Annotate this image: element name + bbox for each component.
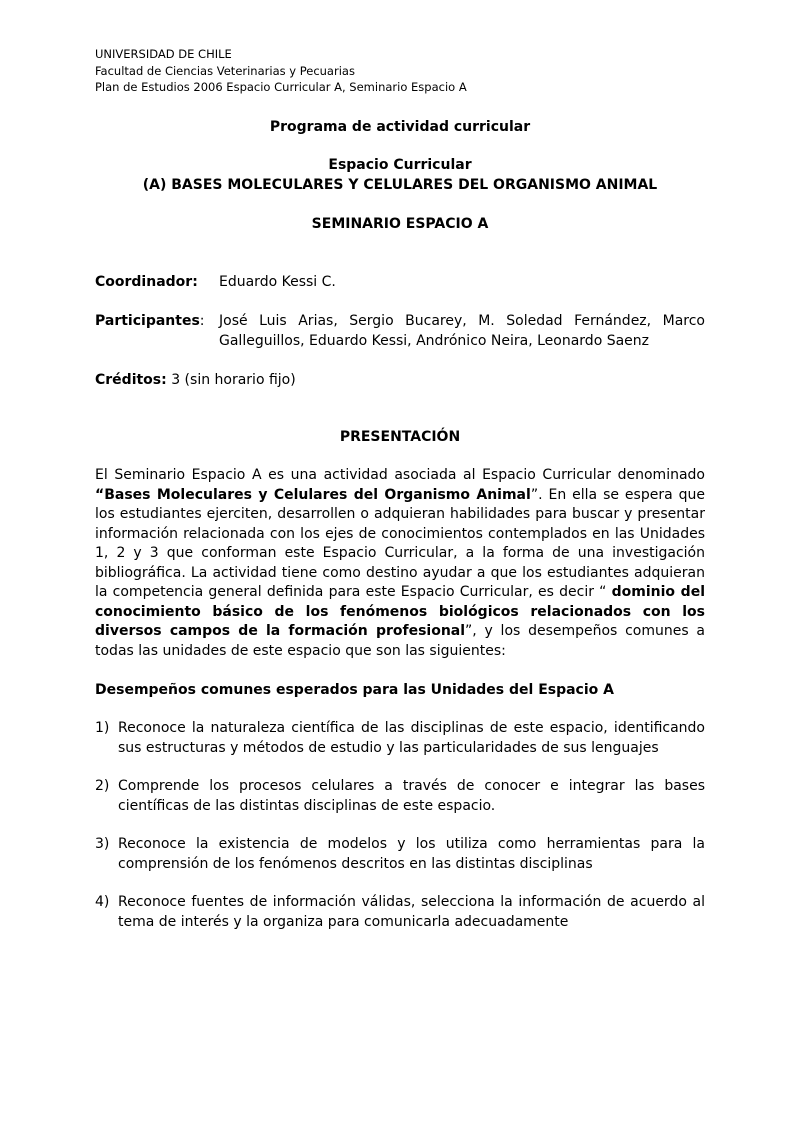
bold-text: “Bases Moleculares y Celulares del Organismo Animal (95, 486, 531, 503)
participantes-line2: Galleguillos, Eduardo Kessi, Andrónico Neira, Leonardo Saenz (219, 333, 650, 349)
item-line: comprensión de los fenómenos descritos en las distintas disciplinas (118, 856, 593, 872)
text: bibliográfica. La actividad tiene como destino ayudar a que los estudiantes adquieran (95, 564, 705, 581)
item-line: científicas de las distintas disciplinas de este espacio. (118, 798, 496, 814)
creditos-value: 3 (sin horario fijo) (171, 372, 296, 388)
item-line: tema de interés y la organiza para comunicarla adecuadamente (118, 914, 569, 930)
desempenos-heading: Desempeños comunes esperados para las Unidades del Espacio A (95, 682, 614, 698)
paragraph-line (95, 622, 705, 640)
subtitle-seminario: SEMINARIO ESPACIO A (311, 216, 489, 232)
document-title: Programa de actividad curricular (269, 119, 531, 135)
text: 1, 2 y 3 que conforman este Espacio Curricular, a la forma de una investigación (95, 545, 705, 561)
paragraph-line (95, 544, 705, 562)
faculty-name: Facultad de Ciencias Veterinarias y Pecuarias (95, 64, 355, 78)
participantes-colon: : (199, 313, 205, 329)
paragraph-line (95, 642, 705, 660)
item-number: 3) (95, 836, 110, 852)
paragraph-line (95, 505, 705, 523)
item-line: Reconoce la naturaleza científica de las disciplinas de este espacio, identificando (118, 720, 705, 736)
paragraph-line (95, 564, 705, 582)
bold-text: dominio del (611, 584, 705, 600)
coordinador-value: Eduardo Kessi C. (219, 274, 336, 290)
coordinador-label: Coordinador: (95, 274, 198, 290)
presentacion-heading: PRESENTACIÓN (339, 429, 461, 445)
text: ”. En ella se espera que (530, 486, 706, 503)
text: El Seminario Espacio A es una actividad asociada al Espacio Curricular denominado (95, 467, 705, 483)
participantes-label-wrap (95, 312, 205, 330)
paragraph-line (95, 603, 705, 621)
bold-text: diversos campos de la formación profesional (95, 623, 466, 639)
university-name: UNIVERSIDAD DE CHILE (95, 47, 232, 61)
creditos (95, 371, 296, 389)
subtitle-espacio: Espacio Curricular (328, 157, 472, 173)
item-line: Comprende los procesos celulares a través de conocer e integrar las bases (118, 778, 705, 794)
text: la competencia general definida para este Espacio Curricular, es decir “ (95, 584, 612, 600)
participantes-line1: José Luis Arias, Sergio Bucarey, M. Soledad Fernández, Marco (219, 313, 705, 329)
creditos-label: Créditos: (95, 372, 167, 388)
item-number: 4) (95, 894, 110, 910)
paragraph-line (95, 466, 705, 484)
text: todas las unidades de este espacio que son las siguientes: (95, 642, 506, 659)
plan-name: Plan de Estudios 2006 Espacio Curricular A, Seminario Espacio A (95, 80, 467, 94)
item-number: 1) (95, 720, 110, 736)
item-number: 2) (95, 778, 110, 794)
participantes-label: Participantes (95, 313, 200, 329)
item-line: sus estructuras y métodos de estudio y las particularidades de sus lenguajes (118, 740, 659, 756)
paragraph-line (95, 525, 705, 543)
item-line: Reconoce fuentes de información válidas, selecciona la información de acuerdo al (118, 894, 705, 910)
paragraph-line (95, 583, 705, 601)
text: los estudiantes ejerciten, desarrollen o adquieran habilidades para buscar y presentar (95, 506, 705, 522)
text: ”, y los desempeños comunes a (465, 623, 705, 639)
subtitle-bases: (A) BASES MOLECULARES Y CELULARES DEL ORGANISMO ANIMAL (142, 177, 658, 193)
text: información relacionada con los ejes de conocimientos contemplados en las Unidades (95, 525, 705, 542)
item-line: Reconoce la existencia de modelos y los utiliza como herramientas para la (118, 836, 705, 852)
bold-text: conocimiento básico de los fenómenos biológicos relacionados con los (95, 603, 705, 620)
paragraph-line (95, 486, 705, 504)
